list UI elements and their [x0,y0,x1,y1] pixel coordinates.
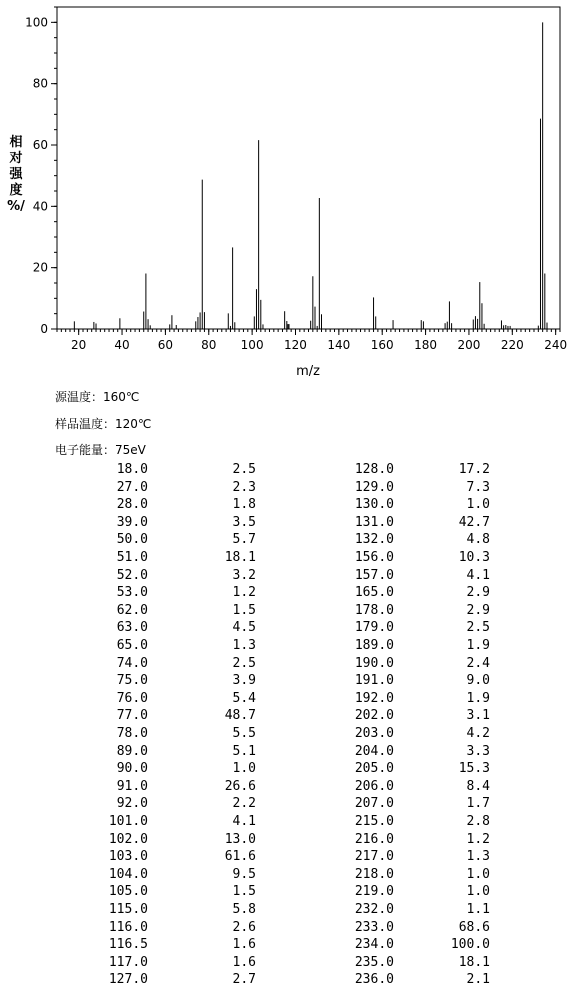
table-intensity-cell: 1.9 [466,638,490,653]
table-mz-cell: 156.0 [354,550,394,565]
table-mz-cell: 53.0 [116,585,148,601]
table-mz-cell: 234.0 [354,937,394,953]
y-label-char: 相 [9,135,23,150]
table-mz-cell: 116.5 [108,937,148,953]
x-tick-label: 120 [284,338,307,352]
y-label-char: 强 [9,167,23,182]
x-tick-label: 220 [500,338,524,352]
x-axis-ticks [57,329,567,352]
table-mz-cell: 233.0 [354,919,394,935]
table-intensity-cell: 1.9 [466,690,490,706]
table-mz-cell: 191.0 [354,673,394,689]
source-temperature: 源温度：160℃ [55,390,140,404]
table-mz-cell: 28.0 [116,497,148,513]
table-intensity-cell: 7.3 [466,479,490,495]
table-mz-cell: 131.0 [354,514,394,530]
table-mz-cell: 103.0 [108,849,148,865]
y-tick-label: 80 [32,76,48,91]
table-mz-cell: 235.0 [354,954,394,970]
table-mz-cell: 39.0 [116,514,148,530]
table-mz-cell: 165.0 [354,585,394,601]
table-mz-cell: 117.0 [108,954,148,970]
table-intensity-cell: 1.3 [232,638,256,653]
table-intensity-cell: 100.0 [450,937,490,953]
table-mz-cell: 218.0 [354,866,394,882]
table-mz-cell: 189.0 [354,638,394,653]
table-mz-cell: 205.0 [354,761,394,777]
table-intensity-cell: 5.5 [232,726,256,741]
table-intensity-cell: 2.9 [466,585,490,601]
table-intensity-cell: 5.1 [232,743,256,759]
x-tick-label: 60 [157,338,174,352]
y-tick-label: 40 [32,199,48,214]
table-intensity-cell: 1.6 [232,937,256,953]
table-intensity-cell: 1.0 [466,866,490,882]
table-mz-cell: 192.0 [354,690,394,706]
y-tick-label: 0 [40,322,48,336]
table-mz-cell: 207.0 [354,796,394,812]
table-mz-cell: 203.0 [354,726,394,741]
table-intensity-cell: 2.5 [466,620,490,636]
table-intensity-cell: 18.1 [458,954,490,970]
x-tick-label: 20 [71,338,87,352]
table-intensity-cell: 3.9 [232,673,256,689]
table-mz-cell: 92.0 [116,796,148,812]
y-tick-label: 60 [32,138,48,152]
table-mz-cell: 202.0 [354,708,394,724]
table-intensity-cell: 1.2 [466,831,490,847]
table-mz-cell: 105.0 [108,884,148,900]
table-intensity-cell: 1.5 [232,602,256,618]
table-mz-cell: 115.0 [108,902,148,917]
table-mz-cell: 127.0 [108,972,148,988]
table-mz-cell: 78.0 [116,726,148,741]
y-axis-ticks [25,7,57,336]
table-intensity-cell: 5.8 [232,902,256,917]
table-mz-cell: 52.0 [116,567,148,583]
table-mz-cell: 104.0 [108,866,148,882]
table-intensity-cell: 15.3 [458,761,490,777]
table-intensity-cell: 3.3 [466,743,490,759]
table-intensity-cell: 2.9 [466,602,490,618]
table-intensity-cell: 48.7 [224,708,256,724]
table-intensity-cell: 2.6 [232,919,256,935]
table-intensity-cell: 2.5 [232,462,256,477]
x-axis-label: m/z [296,364,320,379]
table-mz-cell: 215.0 [354,814,394,829]
table-intensity-cell: 61.6 [224,849,256,865]
table-intensity-cell: 5.4 [232,690,256,706]
table-mz-cell: 179.0 [354,620,394,636]
table-mz-cell: 204.0 [354,743,394,759]
table-mz-cell: 236.0 [354,972,394,988]
table-mz-cell: 62.0 [116,602,148,618]
table-mz-cell: 65.0 [116,638,148,653]
table-mz-cell: 91.0 [116,778,148,794]
table-intensity-cell: 1.3 [466,849,490,865]
y-tick-label: 20 [32,260,48,275]
table-mz-cell: 63.0 [116,620,148,636]
x-tick-label: 240 [544,338,568,352]
table-intensity-cell: 9.0 [466,673,490,689]
table-intensity-cell: 68.6 [458,919,490,935]
table-intensity-cell: 1.7 [466,796,490,812]
table-mz-cell: 128.0 [354,462,394,477]
table-mz-cell: 101.0 [108,814,148,829]
x-tick-label: 80 [201,338,217,352]
table-intensity-cell: 4.1 [232,814,256,829]
x-tick-label: 140 [327,338,351,352]
x-tick-label: 160 [370,338,394,352]
table-mz-cell: 102.0 [108,831,148,847]
y-label-char: 度 [9,183,23,198]
table-intensity-cell: 3.5 [232,514,256,530]
table-mz-cell: 75.0 [116,673,148,689]
table-intensity-cell: 5.7 [232,532,256,548]
table-mz-cell: 90.0 [116,761,148,777]
x-tick-label: 100 [240,338,264,352]
table-mz-cell: 190.0 [354,655,394,671]
table-mz-cell: 206.0 [354,778,394,794]
table-mz-cell: 219.0 [354,884,394,900]
table-intensity-cell: 2.2 [232,796,256,812]
table-intensity-cell: 18.1 [224,550,256,565]
table-mz-cell: 178.0 [354,602,394,618]
table-intensity-cell: 1.5 [232,884,256,900]
table-intensity-cell: 1.0 [232,761,256,777]
table-mz-cell: 27.0 [116,479,148,495]
table-mz-cell: 129.0 [354,479,394,495]
x-tick-label: 40 [114,338,130,352]
table-mz-cell: 217.0 [354,849,394,865]
table-mz-cell: 76.0 [116,690,148,706]
table-intensity-cell: 2.4 [466,655,490,671]
y-axis-label [7,134,25,214]
table-mz-cell: 130.0 [354,497,394,513]
table-intensity-cell: 1.1 [466,902,490,917]
table-intensity-cell: 2.5 [232,655,256,671]
table-intensity-cell: 26.6 [224,778,256,794]
y-tick-label: 100 [25,15,48,30]
table-intensity-cell: 2.7 [232,972,256,988]
y-label-char: 对 [9,151,23,166]
table-intensity-cell: 8.4 [466,778,490,794]
table-intensity-cell: 1.8 [232,497,256,513]
table-intensity-cell: 4.5 [232,620,256,636]
table-intensity-cell: 1.2 [232,585,256,601]
spectrum-bars [74,22,547,329]
x-tick-label: 180 [414,338,438,352]
table-mz-cell: 51.0 [116,550,148,565]
table-mz-cell: 74.0 [116,655,148,671]
table-intensity-cell: 2.8 [466,814,490,829]
x-tick-label: 200 [457,338,481,352]
table-intensity-cell: 1.0 [466,497,490,513]
table-intensity-cell: 3.2 [232,567,256,583]
table-mz-cell: 18.0 [116,462,148,477]
plot-frame [57,7,560,329]
table-intensity-cell: 9.5 [232,866,256,882]
table-mz-cell: 232.0 [354,902,394,917]
table-intensity-cell: 3.1 [466,708,490,724]
table-mz-cell: 132.0 [354,532,394,548]
table-intensity-cell: 1.0 [466,884,490,900]
table-mz-cell: 77.0 [116,708,148,724]
y-label-char: %/ [7,199,25,214]
mass-spectrum-chart [0,0,570,385]
table-mz-cell: 50.0 [116,532,148,548]
table-mz-cell: 89.0 [116,743,148,759]
electron-energy: 电子能量：75eV [55,443,146,457]
table-intensity-cell: 4.2 [466,726,490,741]
table-intensity-cell: 1.6 [232,954,256,970]
table-mz-cell: 157.0 [354,567,394,583]
table-intensity-cell: 13.0 [224,831,256,847]
table-intensity-cell: 17.2 [458,462,490,477]
table-intensity-cell: 4.8 [466,532,490,548]
table-intensity-cell: 2.3 [232,479,256,495]
table-intensity-cell: 4.1 [466,567,490,583]
sample-temperature: 样品温度：120℃ [55,417,152,431]
table-intensity-cell: 2.1 [466,972,490,988]
table-mz-cell: 116.0 [108,919,148,935]
table-mz-cell: 216.0 [354,831,394,847]
table-intensity-cell: 10.3 [458,550,490,565]
table-intensity-cell: 42.7 [458,514,490,530]
